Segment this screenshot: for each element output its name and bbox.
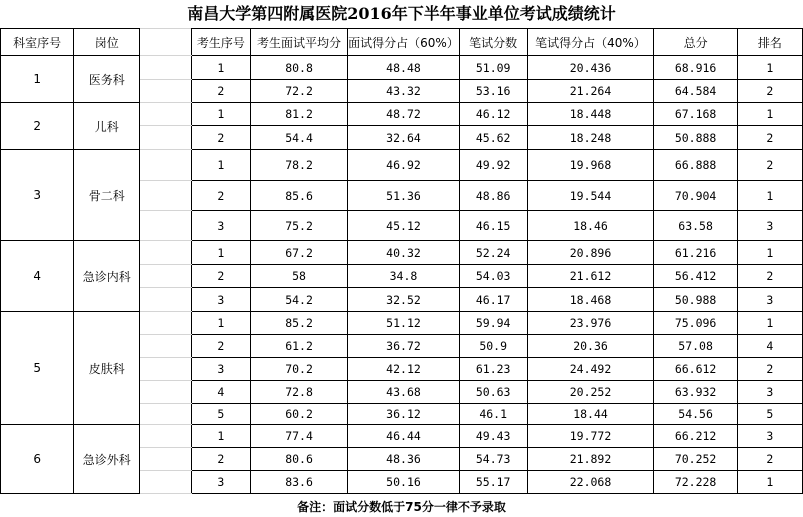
cell-dept-no: 4 — [1, 241, 74, 312]
cell-interview-avg: 85.6 — [250, 181, 347, 211]
cell-rank: 2 — [737, 80, 802, 103]
header-written-weighted: 笔试得分占（40%） — [527, 29, 654, 56]
cell-written-weighted: 24.492 — [527, 358, 654, 381]
cell-candidate-no: 2 — [191, 448, 250, 471]
cell-interview-weighted: 51.36 — [348, 181, 460, 211]
cell-interview-weighted: 51.12 — [348, 312, 460, 335]
hidden-column-cell — [140, 288, 192, 312]
header-interview-avg: 考生面试平均分 — [250, 29, 347, 56]
cell-candidate-no: 2 — [191, 80, 250, 103]
cell-interview-weighted: 40.32 — [348, 241, 460, 265]
header-row — [1, 29, 803, 56]
cell-written-score: 54.73 — [459, 448, 527, 471]
cell-written-score: 51.09 — [459, 56, 527, 80]
cell-written-weighted: 20.252 — [527, 381, 654, 404]
cell-written-score: 46.17 — [459, 288, 527, 312]
cell-candidate-no: 5 — [191, 404, 250, 425]
header-total: 总分 — [654, 29, 737, 56]
cell-interview-weighted: 32.64 — [348, 126, 460, 150]
cell-rank: 3 — [737, 211, 802, 241]
cell-candidate-no: 3 — [191, 211, 250, 241]
cell-written-score: 55.17 — [459, 471, 527, 494]
cell-candidate-no: 1 — [191, 103, 250, 126]
table-row — [1, 103, 803, 126]
hidden-column-cell — [140, 265, 192, 288]
cell-total: 54.56 — [654, 404, 737, 425]
header-interview-weighted: 面试得分占（60%） — [348, 29, 460, 56]
cell-interview-avg: 75.2 — [250, 211, 347, 241]
cell-interview-avg: 54.4 — [250, 126, 347, 150]
cell-total: 66.888 — [654, 150, 737, 181]
hidden-column-cell — [140, 241, 192, 265]
cell-interview-weighted: 46.44 — [348, 425, 460, 448]
hidden-column-cell — [140, 335, 192, 358]
cell-interview-avg: 78.2 — [250, 150, 347, 181]
cell-position: 急诊内科 — [74, 241, 140, 312]
cell-written-score: 46.15 — [459, 211, 527, 241]
cell-written-weighted: 23.976 — [527, 312, 654, 335]
cell-written-score: 49.92 — [459, 150, 527, 181]
cell-position: 骨二科 — [74, 150, 140, 241]
header-dept-no: 科室序号 — [1, 29, 74, 56]
hidden-column-cell — [140, 150, 192, 181]
cell-total: 57.08 — [654, 335, 737, 358]
table-row — [1, 312, 803, 335]
cell-rank: 3 — [737, 288, 802, 312]
cell-interview-weighted: 50.16 — [348, 471, 460, 494]
cell-interview-avg: 83.6 — [250, 471, 347, 494]
cell-written-weighted: 19.968 — [527, 150, 654, 181]
cell-rank: 2 — [737, 358, 802, 381]
hidden-column-cell — [140, 448, 192, 471]
header-rank: 排名 — [737, 29, 802, 56]
cell-candidate-no: 2 — [191, 265, 250, 288]
cell-total: 70.252 — [654, 448, 737, 471]
cell-candidate-no: 2 — [191, 181, 250, 211]
cell-written-score: 46.1 — [459, 404, 527, 425]
cell-total: 64.584 — [654, 80, 737, 103]
cell-interview-weighted: 43.68 — [348, 381, 460, 404]
cell-total: 50.888 — [654, 126, 737, 150]
cell-rank: 3 — [737, 381, 802, 404]
cell-candidate-no: 2 — [191, 335, 250, 358]
cell-interview-weighted: 42.12 — [348, 358, 460, 381]
hidden-column-cell — [140, 181, 192, 211]
cell-interview-avg: 81.2 — [250, 103, 347, 126]
cell-written-weighted: 20.896 — [527, 241, 654, 265]
cell-interview-weighted: 34.8 — [348, 265, 460, 288]
cell-total: 61.216 — [654, 241, 737, 265]
cell-written-weighted: 20.436 — [527, 56, 654, 80]
cell-written-score: 48.86 — [459, 181, 527, 211]
hidden-column-cell — [140, 358, 192, 381]
cell-interview-avg: 54.2 — [250, 288, 347, 312]
cell-written-score: 50.9 — [459, 335, 527, 358]
cell-total: 75.096 — [654, 312, 737, 335]
footnote: 备注：面试分数低于75分一律不予录取 — [297, 500, 506, 514]
cell-dept-no: 6 — [1, 425, 74, 494]
cell-total: 56.412 — [654, 265, 737, 288]
cell-rank: 2 — [737, 448, 802, 471]
cell-written-score: 45.62 — [459, 126, 527, 150]
cell-written-weighted: 18.248 — [527, 126, 654, 150]
cell-rank: 4 — [737, 335, 802, 358]
cell-written-weighted: 18.46 — [527, 211, 654, 241]
header-position: 岗位 — [74, 29, 140, 56]
cell-rank: 2 — [737, 126, 802, 150]
cell-total: 66.212 — [654, 425, 737, 448]
table-body — [1, 29, 803, 494]
cell-total: 67.168 — [654, 103, 737, 126]
hidden-column-cell — [140, 471, 192, 494]
cell-interview-avg: 60.2 — [250, 404, 347, 425]
cell-written-score: 54.03 — [459, 265, 527, 288]
cell-rank: 2 — [737, 150, 802, 181]
cell-interview-avg: 58 — [250, 265, 347, 288]
header-candidate-no: 考生序号 — [191, 29, 250, 56]
cell-rank: 3 — [737, 425, 802, 448]
cell-dept-no: 3 — [1, 150, 74, 241]
cell-interview-avg: 67.2 — [250, 241, 347, 265]
hidden-column-cell — [140, 425, 192, 448]
cell-total: 66.612 — [654, 358, 737, 381]
cell-interview-avg: 72.8 — [250, 381, 347, 404]
table-row — [1, 150, 803, 181]
score-table — [0, 28, 803, 494]
cell-interview-weighted: 48.36 — [348, 448, 460, 471]
cell-candidate-no: 3 — [191, 471, 250, 494]
cell-rank: 1 — [737, 181, 802, 211]
cell-written-score: 50.63 — [459, 381, 527, 404]
hidden-column-strip — [140, 29, 192, 56]
hidden-column-cell — [140, 80, 192, 103]
cell-candidate-no: 4 — [191, 381, 250, 404]
cell-interview-weighted: 46.92 — [348, 150, 460, 181]
cell-total: 70.904 — [654, 181, 737, 211]
cell-interview-weighted: 36.72 — [348, 335, 460, 358]
cell-written-score: 52.24 — [459, 241, 527, 265]
cell-interview-weighted: 36.12 — [348, 404, 460, 425]
cell-interview-weighted: 43.32 — [348, 80, 460, 103]
cell-rank: 1 — [737, 312, 802, 335]
cell-written-weighted: 21.612 — [527, 265, 654, 288]
cell-dept-no: 1 — [1, 56, 74, 103]
cell-rank: 2 — [737, 265, 802, 288]
page-title: 南昌大学第四附属医院2016年下半年事业单位考试成绩统计 — [187, 4, 616, 23]
cell-interview-avg: 70.2 — [250, 358, 347, 381]
cell-interview-weighted: 32.52 — [348, 288, 460, 312]
cell-candidate-no: 1 — [191, 150, 250, 181]
cell-candidate-no: 1 — [191, 241, 250, 265]
cell-dept-no: 5 — [1, 312, 74, 425]
cell-interview-weighted: 45.12 — [348, 211, 460, 241]
cell-rank: 1 — [737, 241, 802, 265]
table-row — [1, 56, 803, 80]
cell-total: 68.916 — [654, 56, 737, 80]
hidden-column-cell — [140, 126, 192, 150]
cell-position: 皮肤科 — [74, 312, 140, 425]
cell-dept-no: 2 — [1, 103, 74, 150]
cell-written-weighted: 20.36 — [527, 335, 654, 358]
cell-candidate-no: 2 — [191, 126, 250, 150]
cell-candidate-no: 1 — [191, 312, 250, 335]
header-written-score: 笔试分数 — [459, 29, 527, 56]
hidden-column-cell — [140, 381, 192, 404]
cell-interview-avg: 80.8 — [250, 56, 347, 80]
cell-candidate-no: 3 — [191, 288, 250, 312]
hidden-column-cell — [140, 103, 192, 126]
cell-total: 50.988 — [654, 288, 737, 312]
cell-interview-weighted: 48.48 — [348, 56, 460, 80]
cell-written-weighted: 18.44 — [527, 404, 654, 425]
cell-candidate-no: 1 — [191, 56, 250, 80]
cell-written-weighted: 22.068 — [527, 471, 654, 494]
cell-rank: 1 — [737, 103, 802, 126]
cell-total: 72.228 — [654, 471, 737, 494]
cell-written-score: 61.23 — [459, 358, 527, 381]
cell-written-score: 53.16 — [459, 80, 527, 103]
cell-position: 医务科 — [74, 56, 140, 103]
cell-interview-avg: 61.2 — [250, 335, 347, 358]
cell-total: 63.932 — [654, 381, 737, 404]
cell-candidate-no: 1 — [191, 425, 250, 448]
cell-interview-avg: 72.2 — [250, 80, 347, 103]
cell-interview-avg: 77.4 — [250, 425, 347, 448]
cell-interview-avg: 85.2 — [250, 312, 347, 335]
cell-interview-avg: 80.6 — [250, 448, 347, 471]
cell-rank: 1 — [737, 56, 802, 80]
cell-written-score: 59.94 — [459, 312, 527, 335]
hidden-column-cell — [140, 404, 192, 425]
table-row — [1, 425, 803, 448]
cell-written-score: 49.43 — [459, 425, 527, 448]
cell-written-weighted: 21.264 — [527, 80, 654, 103]
cell-rank: 1 — [737, 471, 802, 494]
cell-rank: 5 — [737, 404, 802, 425]
cell-written-weighted: 21.892 — [527, 448, 654, 471]
cell-interview-weighted: 48.72 — [348, 103, 460, 126]
cell-written-weighted: 19.772 — [527, 425, 654, 448]
hidden-column-cell — [140, 56, 192, 80]
cell-written-weighted: 18.448 — [527, 103, 654, 126]
cell-written-score: 46.12 — [459, 103, 527, 126]
hidden-column-cell — [140, 312, 192, 335]
cell-candidate-no: 3 — [191, 358, 250, 381]
table-row — [1, 241, 803, 265]
cell-position: 儿科 — [74, 103, 140, 150]
cell-total: 63.58 — [654, 211, 737, 241]
cell-written-weighted: 18.468 — [527, 288, 654, 312]
hidden-column-cell — [140, 211, 192, 241]
cell-position: 急诊外科 — [74, 425, 140, 494]
cell-written-weighted: 19.544 — [527, 181, 654, 211]
